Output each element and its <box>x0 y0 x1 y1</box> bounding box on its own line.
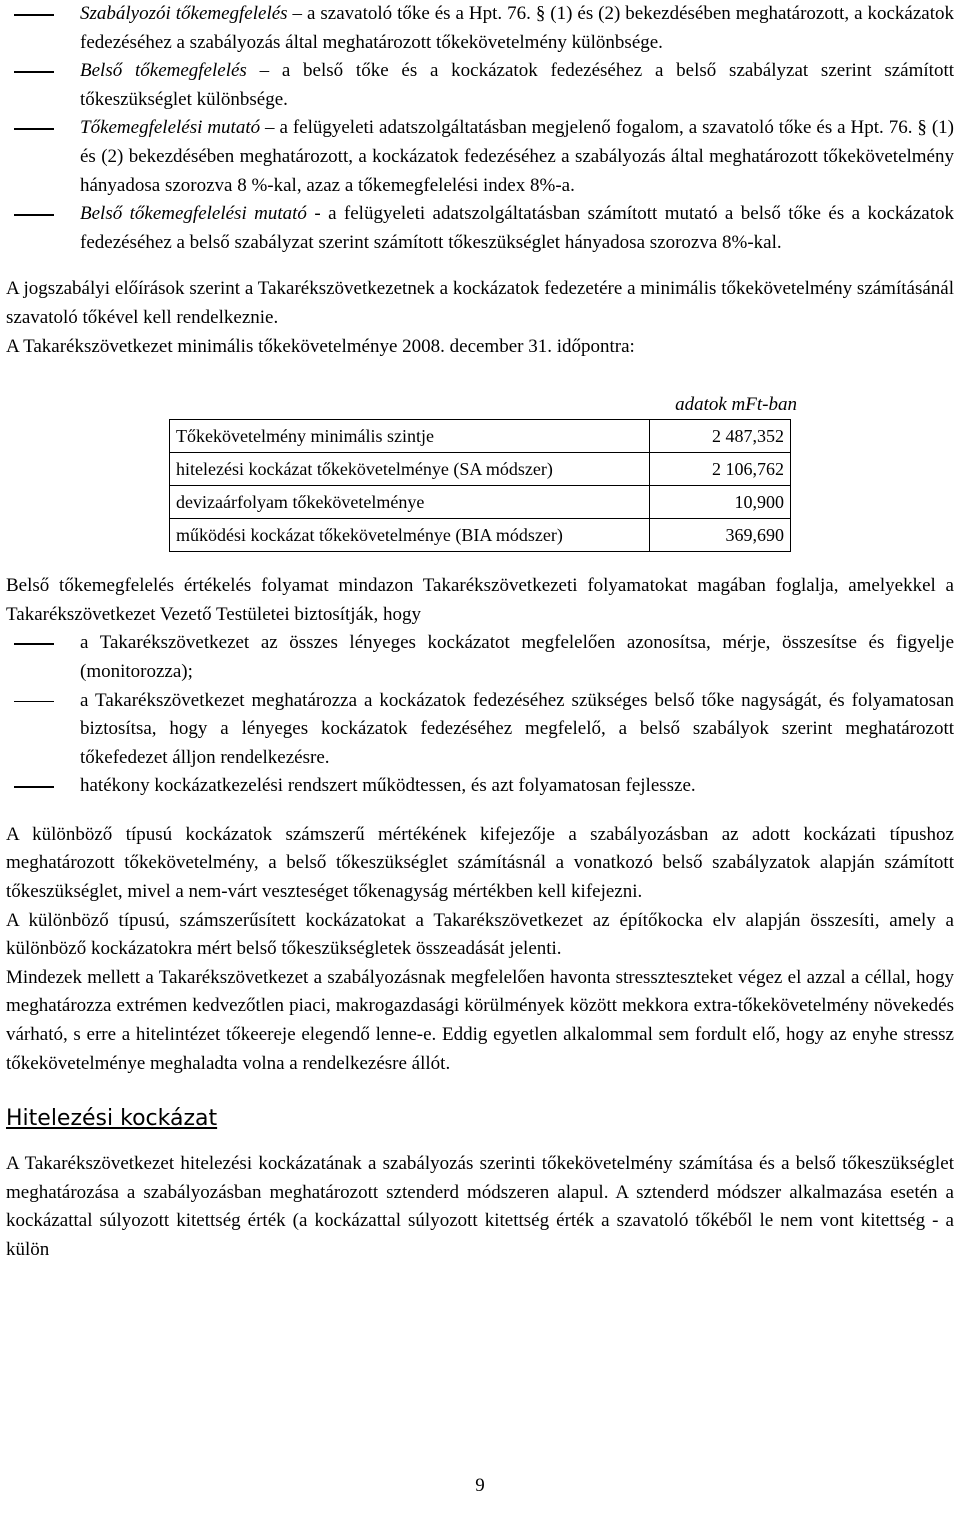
table-cell-value: 2 106,762 <box>650 453 791 486</box>
list-item <box>6 629 954 686</box>
list-item <box>6 772 954 801</box>
definition-text: – a felügyeleti adatszolgáltatásban megjelenő fogalom, a szavatoló tőke és a Hpt. 76. § (1) és (2) bekezdésében meghatározott, a kockázatok fedezéséhez a szabályozás által meghatározott tőkekövetelmény hányadosa szorozva 8 %-kal, azaz a tőkemegfelelési index 8%-a. <box>80 117 954 196</box>
list-item <box>6 200 954 257</box>
list-item <box>6 57 954 114</box>
definition-text: – a szavatoló tőke és a Hpt. 76. § (1) és (2) bekezdésében meghatározott, a kockázatok fedezéséhez a szabályozás által meghatározott tőkekövetelmény különbsége. <box>80 3 955 53</box>
paragraph-legal-requirement: A jogszabályi előírások szerint a Takarékszövetkezetnek a kockázatok fedezetére a minimális tőkekövetelmény számításánál szavatoló tőkével kell rendelkeznie. <box>6 278 954 328</box>
table-cell-label: devizaárfolyam tőkekövetelménye <box>170 486 650 519</box>
table-cell-value: 10,900 <box>650 486 791 519</box>
dash-bullet-icon <box>14 214 54 216</box>
list-item <box>6 114 954 200</box>
capital-requirement-table <box>169 419 791 552</box>
table-row <box>170 486 791 519</box>
paragraph-minimum-requirement: A Takarékszövetkezet minimális tőkekövetelménye 2008. december 31. időpontra: <box>6 335 635 357</box>
list-item <box>6 0 954 57</box>
definition-term: Belső tőkemegfelelési mutató <box>80 203 307 225</box>
table-row <box>170 420 791 453</box>
paragraph-stress-test: Mindezek mellett a Takarékszövetkezet a szabályozásnak megfelelően havonta stresszteszteket végez el azzal a céllal, hogy meghatározza extrémen kedvezőtlen piaci, makrogazdasági körülmények között mekkora extra-tőkekövetelmény növekedés várható, s erre a hitelintézet tőkeereje elegendő lenne-e. Eddig egyetlen alkalommal sem fordult elő, hogy az enyhe stressz tőkekövetelménye meghaladta volna a rendelkezésre állót. <box>6 966 954 1074</box>
list-item <box>6 687 954 773</box>
table-units-label: adatok mFt-ban <box>675 394 797 416</box>
table-cell-label: Tőkekövetelmény minimális szintje <box>170 420 650 453</box>
paragraph-credit-risk: A Takarékszövetkezet hitelezési kockázatának a szabályozás szerinti tőkekövetelmény számítása és a belső tőkeszükséglet meghatározása a szabályozásban meghatározott sztenderd módszeren alapul. A sztenderd módszer alkalmazása esetén a kockázattal súlyozott kitettség érték (a kockázattal súlyozott kitettség érték a szavatoló tőkéből le nem vont kitettség - a külön <box>6 1153 954 1260</box>
definition-term: Tőkemegfelelési mutató <box>80 117 261 139</box>
page-number: 9 <box>475 1475 485 1496</box>
definition-text: – a belső tőke és a kockázatok fedezéséhez a belső szabályzat szerint számított tőkeszükséglet különbsége. <box>80 60 954 110</box>
dash-bullet-icon <box>14 643 54 645</box>
table-cell-label: hitelezési kockázat tőkekövetelménye (SA módszer) <box>170 453 650 486</box>
table-cell-value: 2 487,352 <box>650 420 791 453</box>
definitions-list <box>6 0 954 257</box>
paragraph-process: Belső tőkemegfelelés értékelés folyamat mindazon Takarékszövetkezeti folyamatokat magában foglalja, amelyekkel a Takarékszövetkezet Vezető Testületei biztosítják, hogy <box>6 575 954 625</box>
table-cell-label: működési kockázat tőkekövetelménye (BIA módszer) <box>170 519 650 552</box>
dash-bullet-icon <box>14 786 54 788</box>
list-item-text: a Takarékszövetkezet az összes lényeges kockázatot megfelelően azonosítsa, mérje, összesítse és figyelje (monitorozza); <box>80 632 954 682</box>
paragraph-risk-measure: A különböző típusú kockázatok számszerű mértékének kifejezője a szabályozásban az adott kockázati típushoz meghatározott tőkekövetelmény, a belső tőkeszükséglet számításnál a vonatkozó belső szabályzatok alapján számított tőkeszükséglet, mivel a nem-várt veszteséget tőkenagyság mértékben kell kifejezni. <box>6 823 954 903</box>
dash-bullet-icon <box>14 701 54 703</box>
table-row <box>170 519 791 552</box>
process-list <box>6 629 954 801</box>
list-item-text: hatékony kockázatkezelési rendszert működtessen, és azt folyamatosan fejlessze. <box>80 775 696 797</box>
dash-bullet-icon <box>14 14 54 16</box>
dash-bullet-icon <box>14 71 54 73</box>
paragraph-building-block: A különböző típusú, számszerűsített kockázatokat a Takarékszövetkezet az építőkocka elv alapján összesíti, amely a különböző kockázatokra mért belső tőkeszükségletek összeadását jelenti. <box>6 909 954 960</box>
table-cell-value: 369,690 <box>650 519 791 552</box>
section-heading: Hitelezési kockázat <box>6 1106 218 1132</box>
definition-text: - a felügyeleti adatszolgáltatásban számított mutató a belső tőke és a kockázatok fedezéséhez a belső szabályzat szerint számított tőkeszükséglet hányadosa szorozva 8%-kal. <box>80 203 954 253</box>
definition-term: Szabályozói tőkemegfelelés <box>80 3 288 24</box>
dash-bullet-icon <box>14 128 54 130</box>
list-item-text: a Takarékszövetkezet meghatározza a kockázatok fedezéséhez szükséges belső tőke nagyságát, és folyamatosan biztosítsa, hogy a lényeges kockázatok fedezéséhez megfelelő, a belső szabályok szerint meghatározott tőkefedezet álljon rendelkezésre. <box>80 689 954 768</box>
table-row <box>170 453 791 486</box>
definition-term: Belső tőkemegfelelés <box>80 60 247 82</box>
